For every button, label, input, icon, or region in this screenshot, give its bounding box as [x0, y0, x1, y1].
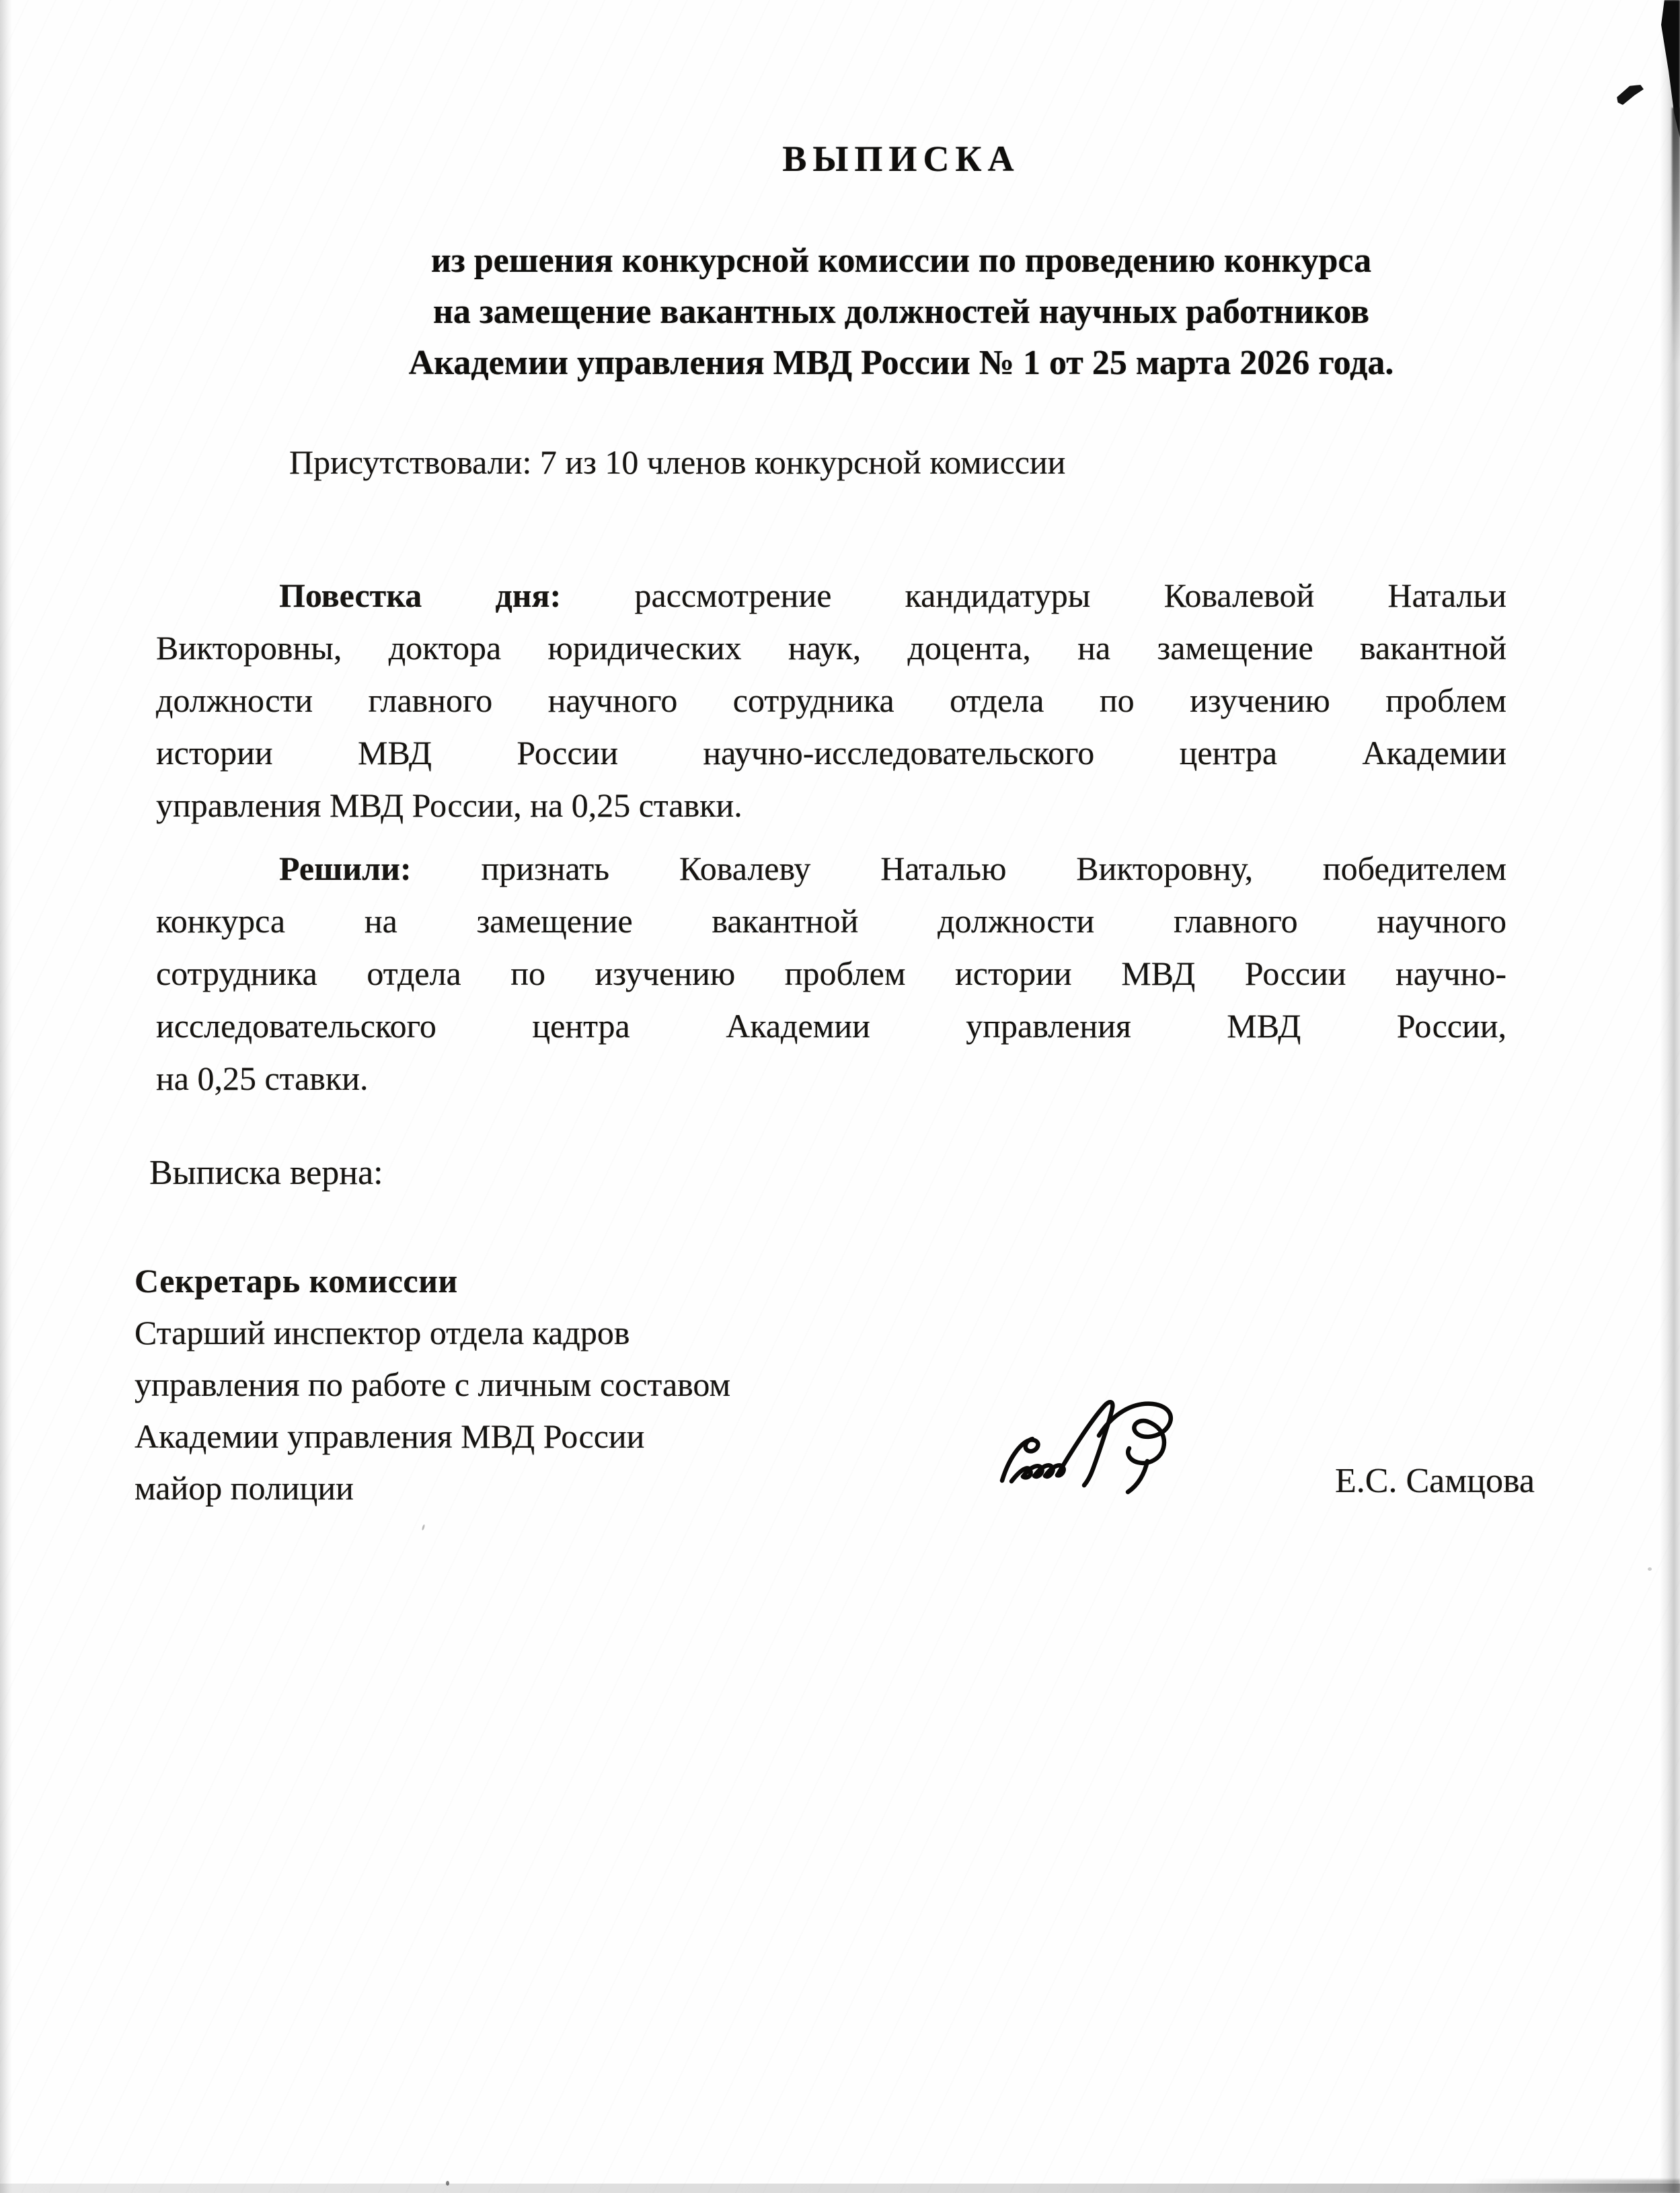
signatory-role-line: Старший инспектор отдела кадров [135, 1314, 630, 1351]
signatory-name: Е.С. Самцова [1335, 1462, 1535, 1500]
signatory-role-line: Секретарь комиссии [135, 1262, 458, 1300]
agenda-paragraph [156, 569, 1506, 831]
decision-label: Решили: [279, 850, 412, 887]
agenda-line-text: рассмотрение кандидатуры Ковалевой Натальи [634, 577, 1507, 614]
scan-corner-blob-tail [1672, 108, 1680, 363]
document-title: ВЫПИСКА [782, 139, 1020, 179]
decision-line: исследовательского центра Академии управления МВД России, [156, 1007, 1506, 1045]
subtitle-line: на замещение вакантных должностей научных работников [432, 293, 1370, 331]
scan-edge-left-shade [0, 0, 12, 2193]
decision-paragraph [156, 842, 1506, 1105]
agenda-line [156, 569, 1506, 622]
decision-line: сотрудника отдела по изучению проблем истории МВД России научно- [156, 955, 1506, 992]
signatory-role-line: Академии управления МВД России [135, 1417, 645, 1455]
attendance-line: Присутствовали: 7 из 10 членов конкурсной комиссии [289, 443, 1066, 481]
scan-speck [446, 2181, 449, 2186]
subtitle-line: из решения конкурсной комиссии по проведению конкурса [430, 241, 1372, 280]
subtitle-line: Академии управления МВД России № 1 от 25 марта 2026 года. [408, 344, 1394, 382]
signature-ink [987, 1384, 1223, 1519]
scan-speck [1648, 1567, 1652, 1571]
scan-speck [422, 1524, 426, 1530]
agenda-line: управления МВД России, на 0,25 ставки. [156, 786, 742, 824]
decision-line [156, 842, 1506, 895]
signatory-role-line: управления по работе с личным составом [135, 1366, 731, 1403]
document-subtitle [296, 235, 1506, 389]
pen-stroke-mark [1617, 85, 1644, 105]
certification-line: Выписка верна: [149, 1154, 383, 1192]
signatory-block [135, 1255, 730, 1514]
decision-line-text: признать Ковалеву Наталью Викторовну, победителем [481, 850, 1507, 887]
agenda-line: истории МВД России научно-исследовательского центра Академии [156, 734, 1506, 772]
scan-edge-bottom-shade [0, 2184, 1680, 2193]
agenda-label: Повестка дня: [279, 577, 562, 614]
agenda-line: Викторовны, доктора юридических наук, доцента, на замещение вакантной [156, 629, 1506, 667]
signatory-role-line: майор полиции [135, 1469, 354, 1507]
scan-corner-smudge [1465, 2180, 1680, 2193]
decision-line: на 0,25 ставки. [156, 1060, 369, 1097]
decision-line: конкурса на замещение вакантной должности главного научного [156, 902, 1506, 940]
agenda-line: должности главного научного сотрудника отдела по изучению проблем [156, 681, 1506, 719]
